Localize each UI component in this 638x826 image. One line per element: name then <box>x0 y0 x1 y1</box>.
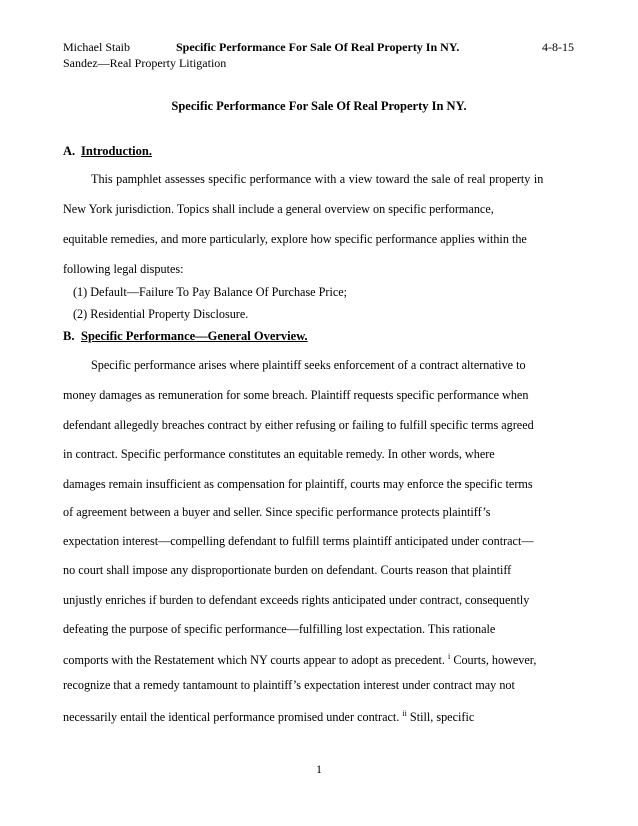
header-date: 4-8-15 <box>542 40 574 54</box>
paragraph-line: defeating the purpose of specific performance—fulfilling lost expectation. This rationale <box>63 622 496 636</box>
paragraph-line: in contract. Specific performance constitutes an equitable remedy. In other words, where <box>63 447 495 461</box>
section-title: Introduction. <box>81 144 152 158</box>
section-letter: B. <box>63 329 75 343</box>
paragraph-line: expectation interest—compelling defendant to fulfill terms plaintiff anticipated under contract— <box>63 534 534 548</box>
line-text: Courts, however, <box>450 653 537 667</box>
section-title: Specific Performance—General Overview. <box>81 329 308 343</box>
page-number: 1 <box>316 762 322 776</box>
list-item: (2) Residential Property Disclosure. <box>73 307 249 321</box>
paragraph-line <box>63 650 536 667</box>
paragraph-line: equitable remedies, and more particularly, explore how specific performance applies within the <box>63 232 527 246</box>
paragraph-line: damages remain insufficient as compensation for plaintiff, courts may enforce the specific terms <box>63 477 533 491</box>
section-a-heading <box>63 144 152 159</box>
endnote-marker[interactable]: ii <box>402 709 407 718</box>
line-text: comports with the Restatement which NY courts appear to adopt as precedent. <box>63 653 445 667</box>
paragraph-line: This pamphlet assesses specific performance with a view toward the sale of real property in <box>91 172 544 186</box>
paragraph-line: Specific performance arises where plaintiff seeks enforcement of a contract alternative to <box>91 358 526 372</box>
list-item: (1) Default—Failure To Pay Balance Of Purchase Price; <box>73 285 348 299</box>
section-letter: A. <box>63 144 76 158</box>
document-title: Specific Performance For Sale Of Real Property In NY. <box>171 99 467 113</box>
paragraph-line: no court shall impose any disproportionate burden on defendant. Courts reason that plaintiff <box>63 563 512 577</box>
paragraph-line: New York jurisdiction. Topics shall include a general overview on specific performance, <box>63 202 494 216</box>
paragraph-line: unjustly enriches if burden to defendant exceeds rights anticipated under contract, consequently <box>63 593 530 607</box>
paragraph-line: following legal disputes: <box>63 262 184 276</box>
endnote-marker[interactable]: i <box>448 652 451 661</box>
paragraph-line: of agreement between a buyer and seller. Since specific performance protects plaintiff’s <box>63 505 491 519</box>
paragraph-line: defendant allegedly breaches contract by either refusing or failing to fulfill specific terms agreed <box>63 418 534 432</box>
paragraph-line: money damages as remuneration for some breach. Plaintiff requests specific performance when <box>63 388 529 402</box>
header-running-title: Specific Performance For Sale Of Real Property In NY. <box>176 40 460 54</box>
section-b-heading <box>63 329 308 344</box>
line-text: Still, specific <box>406 710 475 724</box>
header-author: Michael Staib <box>63 40 130 54</box>
header-subtitle: Sandez—Real Property Litigation <box>63 56 227 70</box>
line-text: necessarily entail the identical performance promised under contract. <box>63 710 400 724</box>
paragraph-line: recognize that a remedy tantamount to plaintiff’s expectation interest under contract may not <box>63 678 515 692</box>
paragraph-line <box>63 707 474 724</box>
